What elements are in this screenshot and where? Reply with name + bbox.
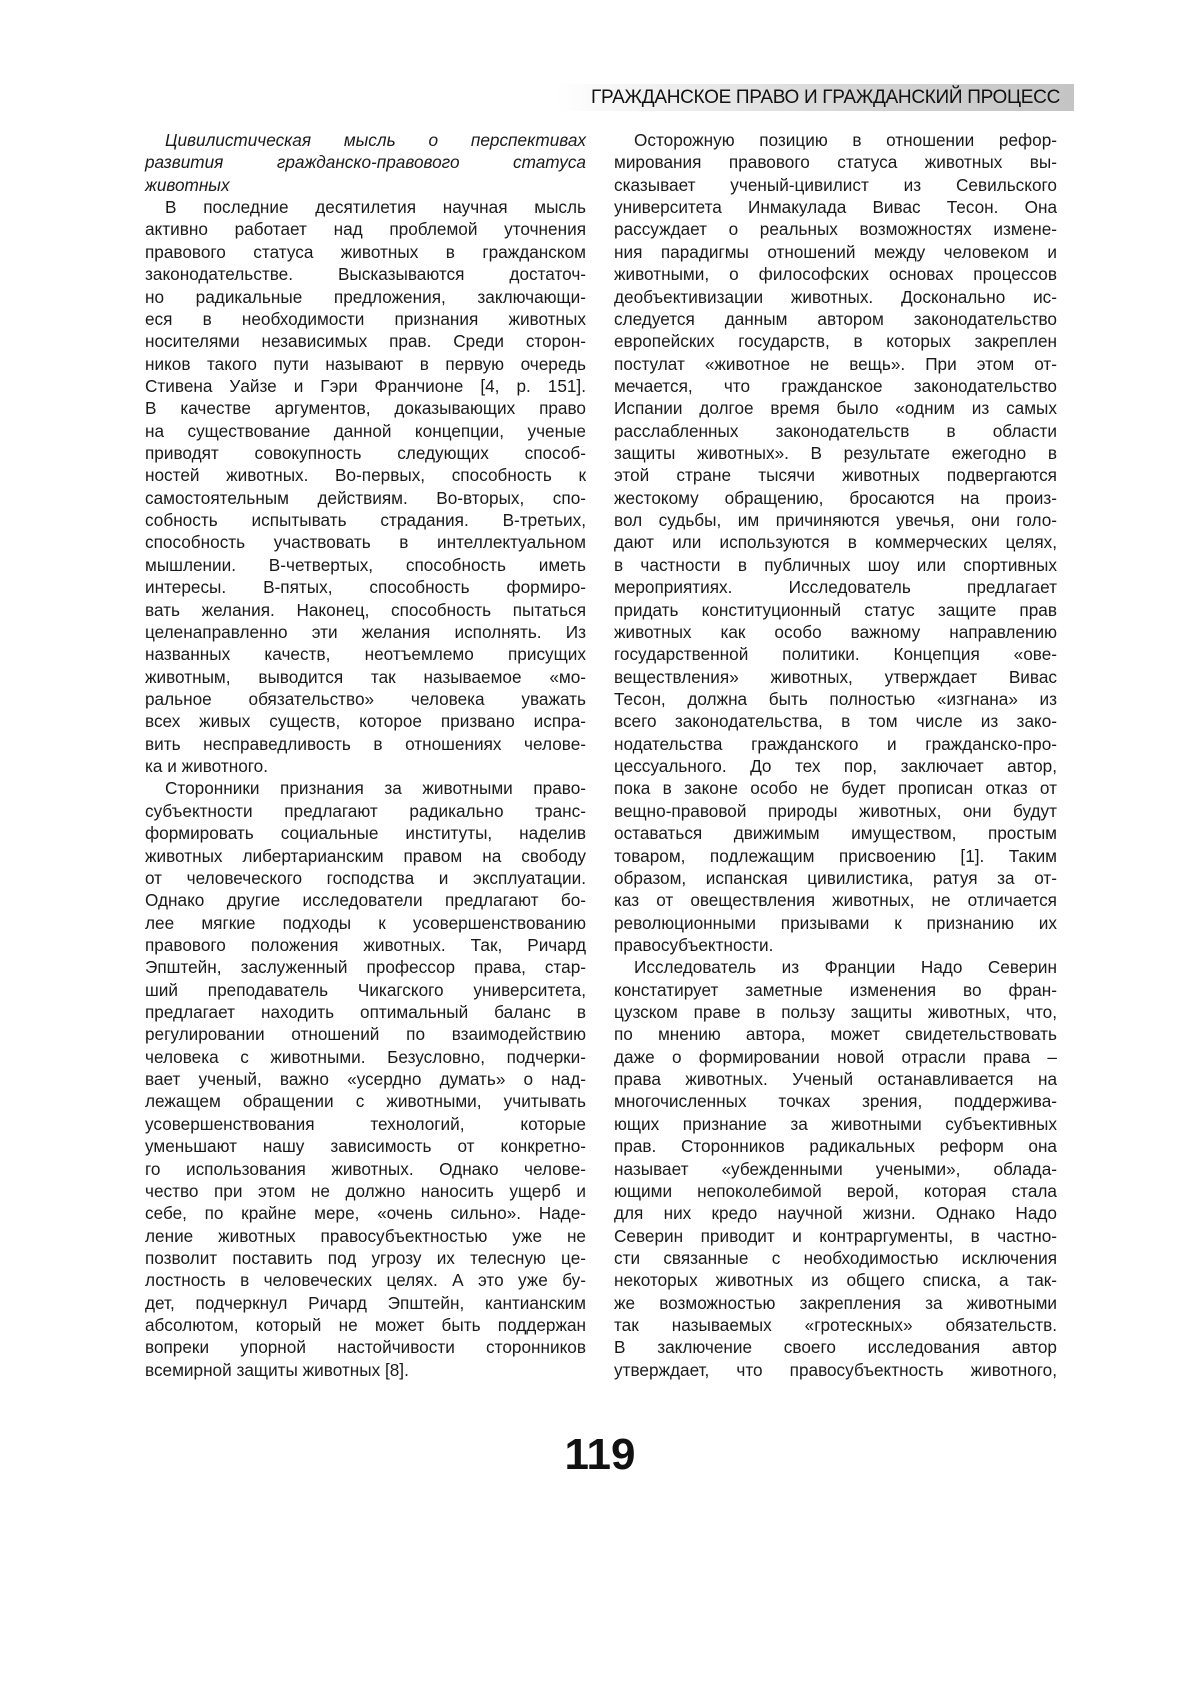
text-line: вает ученый, важно «усердно думать» о над- [145,1068,586,1090]
text-line: даже о формировании новой отрасли права – [614,1046,1057,1068]
text-line: констатирует заметные изменения во фран- [614,979,1057,1001]
text-line: постулат «животное не вещь». При этом от- [614,353,1057,375]
text-column-left [145,129,586,1381]
text-line: всего законодательства, в том числе из зако- [614,710,1057,732]
text-line: ющими непоколебимой верой, которая стала [614,1180,1057,1202]
text-line: на существование данной концепции, ученые [145,420,586,442]
section-title: ГРАЖДАНСКОЕ ПРАВО И ГРАЖДАНСКИЙ ПРОЦЕСС [591,87,1060,109]
text-line: мышлении. В-четвертых, способность иметь [145,554,586,576]
text-line: государственной политики. Концепция «ове- [614,643,1057,665]
text-line: формировать социальные институты, наделив [145,822,586,844]
text-line: вить несправедливость в отношениях челове- [145,733,586,755]
text-line: сти связанные с необходимостью исключения [614,1247,1057,1269]
text-line: вол судьбы, им причиняются увечья, они голо- [614,509,1057,531]
paragraph [145,196,586,777]
text-line: собность испытывать страдания. В-третьих, [145,509,586,531]
text-line: европейских государств, в которых закреплен [614,330,1057,352]
text-line: уменьшают нашу зависимость от конкретно- [145,1135,586,1157]
text-line: Сторонники признания за животными право- [145,777,586,799]
text-line: правового статуса животных в гражданском [145,241,586,263]
text-line: Эпштейн, заслуженный профессор права, стар- [145,956,586,978]
text-line: целенаправленно эти желания исполнять. Из [145,621,586,643]
text-line: в частности в публичных шоу или спортивных [614,554,1057,576]
text-line: пока в законе особо не будет прописан отказ от [614,777,1057,799]
text-line: оставаться движимым имуществом, простым [614,822,1057,844]
paragraph [145,777,586,1381]
text-line: животным, выводится так называемое «мо- [145,666,586,688]
text-line: дет, подчеркнул Ричард Эпштейн, кантианским [145,1292,586,1314]
text-line: Стивена Уайзе и Гэри Франчионе [4, p. 151]. [145,375,586,397]
text-line: интересы. В-пятых, способность формиро- [145,576,586,598]
text-line: позволит поставить под угрозу их телесную це- [145,1247,586,1269]
text-line: называет «убежденными учеными», облада- [614,1158,1057,1180]
text-line: Тесон, должна быть полностью «изгнана» из [614,688,1057,710]
text-line: Цивилистическая мысль о перспективах [145,129,586,151]
text-line: себе, по крайне мере, «очень сильно». Наде- [145,1202,586,1224]
text-line: вопреки упорной настойчивости сторонников [145,1336,586,1358]
text-line: придать конституционный статус защите прав [614,599,1057,621]
text-line: ка и животного. [145,755,586,777]
text-line: животными, о философских основах процессов [614,263,1057,285]
text-line: так называемых «гротескных» обязательств. [614,1314,1057,1336]
text-line: приводят совокупность следующих способ- [145,442,586,464]
text-line: Северин приводит и контраргументы, в частно- [614,1225,1057,1247]
text-line: мечается, что гражданское законодательство [614,375,1057,397]
page-number: 119 [0,1430,1200,1480]
text-line: товаром, подлежащим присвоению [1]. Таким [614,845,1057,867]
text-line: правосубъектности. [614,934,1057,956]
text-line: цессуального. До тех пор, заключает автор, [614,755,1057,777]
text-line: по мнению автора, может свидетельствовать [614,1023,1057,1045]
text-line: ление животных правосубъектностью уже не [145,1225,586,1247]
text-line: но радикальные предложения, заключающи- [145,286,586,308]
text-line: ральное обязательство» человека уважать [145,688,586,710]
text-line: животных как особо важному направлению [614,621,1057,643]
text-line: В качестве аргументов, доказывающих право [145,397,586,419]
text-line: усовершенствования технологий, которые [145,1113,586,1135]
text-line: нодательства гражданского и гражданско-про- [614,733,1057,755]
text-line: правового положения животных. Так, Ричард [145,934,586,956]
text-line: следуется данным автором законодательство [614,308,1057,330]
text-line: расслабленных законодательств в области [614,420,1057,442]
text-line: самостоятельным действиям. Во-вторых, спо- [145,487,586,509]
text-line: каз от овеществления животных, не отличается [614,889,1057,911]
text-line: утверждает, что правосубъектность животного, [614,1359,1057,1381]
text-line: Однако другие исследователи предлагают бо- [145,889,586,911]
text-line: Исследователь из Франции Надо Северин [614,956,1057,978]
text-column-right [614,129,1057,1381]
text-line: животных [145,174,586,196]
text-line: Испании долгое время было «одним из самых [614,397,1057,419]
text-line: сказывает ученый-цивилист из Севильского [614,174,1057,196]
text-line: образом, испанская цивилистика, ратуя за от- [614,867,1057,889]
text-line: для них кредо научной жизни. Однако Надо [614,1202,1057,1224]
text-line: вать желания. Наконец, способность пытаться [145,599,586,621]
text-line: многочисленных точках зрения, поддержива- [614,1090,1057,1112]
text-line: университета Инмакулада Вивас Тесон. Она [614,196,1057,218]
text-line: ший преподаватель Чикагского университета, [145,979,586,1001]
text-line: лежащем обращении с животными, учитывать [145,1090,586,1112]
text-line: же возможностью закрепления за животными [614,1292,1057,1314]
text-line: ющих признание за животными субъективных [614,1113,1057,1135]
text-line: лее мягкие подходы к усовершенствованию [145,912,586,934]
running-header [556,84,1074,111]
text-line: лостность в человеческих целях. А это уже бу- [145,1269,586,1291]
text-line: развития гражданско-правового статуса [145,151,586,173]
text-line: субъектности предлагают радикально транс- [145,800,586,822]
text-line: мирования правового статуса животных вы- [614,151,1057,173]
text-line: чество при этом не должно наносить ущерб и [145,1180,586,1202]
text-line: жестокому обращению, бросаются на произ- [614,487,1057,509]
text-line: го использования животных. Однако челове- [145,1158,586,1180]
text-line: мероприятиях. Исследователь предлагает [614,576,1057,598]
text-line: предлагает находить оптимальный баланс в [145,1001,586,1023]
text-line: человека с животными. Безусловно, подчерки- [145,1046,586,1068]
paragraph [614,956,1057,1381]
text-line: дают или используются в коммерческих целях, [614,531,1057,553]
text-line: способность участвовать в интеллектуальном [145,531,586,553]
text-line: ния парадигмы отношений между человеком и [614,241,1057,263]
text-line: еся в необходимости признания животных [145,308,586,330]
text-line: Осторожную позицию в отношении рефор- [614,129,1057,151]
text-line: законодательстве. Высказываются достаточ- [145,263,586,285]
text-line: от человеческого господства и эксплуатации. [145,867,586,889]
text-line: деобъективизации животных. Досконально ис- [614,286,1057,308]
text-line: цузском праве в пользу защиты животных, что, [614,1001,1057,1023]
text-line: всех живых существ, которое призвано испра- [145,710,586,732]
text-line: В последние десятилетия научная мысль [145,196,586,218]
text-line: прав. Сторонников радикальных реформ она [614,1135,1057,1157]
text-line: вещно-правовой природы животных, они будут [614,800,1057,822]
text-line: этой стране тысячи животных подвергаются [614,464,1057,486]
text-line: веществления» животных, утверждает Вивас [614,666,1057,688]
text-line: защиты животных». В результате ежегодно в [614,442,1057,464]
text-line: всемирной защиты животных [8]. [145,1359,586,1381]
text-line: некоторых животных из общего списка, а так- [614,1269,1057,1291]
text-line: носителями независимых прав. Среди сторон- [145,330,586,352]
text-line: права животных. Ученый останавливается на [614,1068,1057,1090]
text-line: ностей животных. Во-первых, способность к [145,464,586,486]
text-line: активно работает над проблемой уточнения [145,218,586,240]
text-line: ников такого пути называют в первую очередь [145,353,586,375]
text-line: животных либертарианским правом на свободу [145,845,586,867]
text-line: рассуждает о реальных возможностях измене- [614,218,1057,240]
section-heading [145,129,586,196]
text-line: абсолютом, который не может быть поддержан [145,1314,586,1336]
text-line: В заключение своего исследования автор [614,1336,1057,1358]
paragraph [614,129,1057,956]
text-line: названных качеств, неотъемлемо присущих [145,643,586,665]
text-line: регулировании отношений по взаимодействию [145,1023,586,1045]
text-line: революционными призывами к признанию их [614,912,1057,934]
